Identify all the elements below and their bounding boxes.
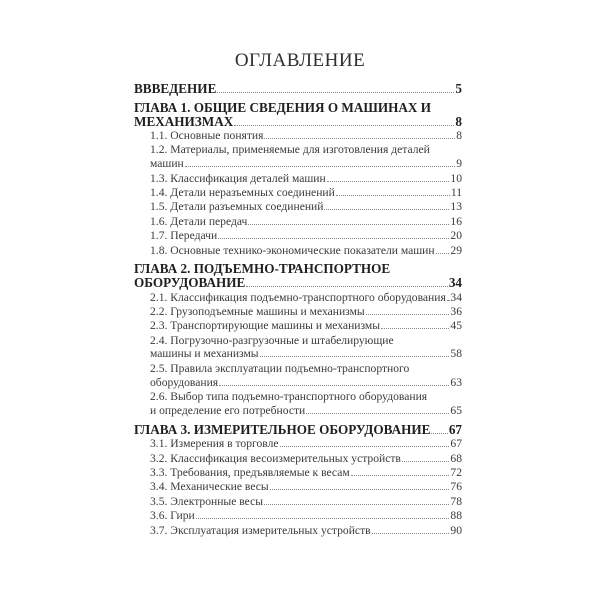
entry-row [134,115,462,129]
dot-leader [270,488,450,490]
entry-title: 3.3. Требования, предъявляемые к весам [150,466,350,480]
toc-section-entry [134,305,462,319]
entry-row [134,276,462,290]
toc-section-entry [134,291,462,305]
page-number: 45 [450,319,462,333]
toc-section-entry [134,524,462,538]
entry-title: 3.5. Электронные весы [150,494,264,508]
toc-chapter-entry [134,82,462,96]
dot-leader [260,355,450,357]
entry-title: 3.4. Механические весы [150,480,269,494]
toc-section-entry [134,244,462,258]
entry-title: 2.3. Транспортирующие машины и механизмы [150,319,381,333]
dot-leader [381,327,449,329]
toc-section-entry [134,186,462,200]
entry-row [150,524,462,538]
toc-section-entry [134,362,462,390]
dot-leader [324,208,449,210]
page-number: 63 [450,375,462,389]
entry-title: 1.4. Детали неразъемных соединений [150,186,335,200]
dot-leader [248,223,449,225]
page-number: 20 [450,229,462,243]
entry-title: 1.8. Основные технико-экономические показатели машин [150,243,435,257]
entry-title: ГЛАВА 3. ИЗМЕРИТЕЛЬНОЕ ОБОРУДОВАНИЕ [134,421,431,437]
toc-section-entry [134,437,462,451]
page-number: 9 [456,157,462,171]
entry-title: оборудования [150,375,219,389]
entry-row [150,376,462,390]
toc-section-entry [134,143,462,171]
entry-row [150,172,462,186]
page-number: 10 [450,171,462,185]
dot-leader [336,194,450,196]
entry-row [150,186,462,200]
entry-row [150,157,462,171]
page-number: 67 [448,421,462,437]
dot-leader [306,412,449,414]
page-number: 68 [450,451,462,465]
dot-leader [196,517,450,519]
entry-row [150,200,462,214]
dot-leader [436,252,450,254]
page-number: 78 [450,494,462,508]
toc-chapter-entry [134,423,462,437]
entry-title: машины и механизмы [150,347,259,361]
entry-row [150,229,462,243]
page-number: 88 [450,509,462,523]
page-number: 34 [450,290,462,304]
entry-title-line: ГЛАВА 1. ОБЩИЕ СВЕДЕНИЯ О МАШИНАХ И [134,100,431,115]
dot-leader [234,124,454,126]
entry-title-line: 2.5. Правила эксплуатации подъемно-транспортного [150,361,410,375]
page-number: 90 [450,523,462,537]
toc-title: ОГЛАВЛЕНИЕ [234,50,366,71]
page-number: 29 [450,243,462,257]
entry-title-line: 2.4. Погрузочно-разгрузочные и штабелирующие [150,333,394,347]
entry-row [134,423,462,437]
entry-title: 1.1. Основные понятия [150,129,264,143]
toc-section-entry [134,172,462,186]
entry-row [150,305,462,319]
entry-title: 3.6. Гири [150,509,195,523]
page-number: 72 [450,466,462,480]
toc-section-entry [134,390,462,418]
entry-row [150,452,462,466]
page-number: 16 [450,214,462,228]
entry-title: и определение его потребности [150,403,306,417]
entry-row [150,437,462,451]
toc-section-entry [134,129,462,143]
dot-leader [280,445,450,447]
page-number: 11 [450,186,462,200]
entry-row [150,404,462,418]
dot-leader [402,460,449,462]
entry-row [150,244,462,258]
toc-section-entry [134,334,462,362]
page-number: 76 [450,480,462,494]
toc-section-entry [134,480,462,494]
page-number: 36 [450,304,462,318]
dot-leader [246,285,447,287]
toc-section-entry [134,466,462,480]
entry-title: 1.5. Детали разъемных соединений [150,200,324,214]
page-number: 67 [450,437,462,451]
entry-title: 1.6. Детали передач [150,214,248,228]
dot-leader [218,237,449,239]
entry-title-line: 2.6. Выбор типа подъемно-транспортного оборудования [150,390,428,404]
dot-leader [351,474,450,476]
entry-row [150,480,462,494]
entry-title: 2.1. Классификация подъемно-транспортного оборудования [150,290,446,304]
dot-leader [447,299,450,301]
toc-section-entry [134,200,462,214]
dot-leader [264,503,449,505]
dot-leader [185,165,455,167]
entry-title: 3.1. Измерения в торговле [150,437,279,451]
entry-title: машин [150,157,184,171]
entry-title: 3.7. Эксплуатация измерительных устройств [150,523,371,537]
entry-title: ВВВЕДЕНИЕ [134,81,217,96]
toc-section-entry [134,509,462,523]
page-number: 58 [450,347,462,361]
toc-chapter-entry [134,262,462,290]
toc-section-entry [134,495,462,509]
entry-title: 1.7. Передачи [150,229,218,243]
page-number: 5 [455,81,462,96]
entry-title: ОБОРУДОВАНИЕ [134,274,246,290]
toc-section-entry [134,215,462,229]
page-number: 8 [456,129,462,143]
toc-section-entry [134,452,462,466]
toc-section-entry [134,229,462,243]
entry-title-line: ГЛАВА 2. ПОДЪЕМНО-ТРАНСПОРТНОЕ [134,261,391,277]
entry-row [150,129,462,143]
entry-row [150,319,462,333]
entry-title-line: 1.2. Материалы, применяемые для изготовления деталей [150,143,430,157]
page-number: 13 [450,200,462,214]
dot-leader [264,137,455,139]
entry-row [150,347,462,361]
entry-row [134,82,462,96]
table-of-contents [134,82,462,537]
dot-leader [431,432,447,434]
entry-title: 1.3. Классификация деталей машин [150,171,326,185]
page-number: 34 [448,274,462,290]
dot-leader [219,384,449,386]
entry-row [150,495,462,509]
page-number: 65 [450,403,462,417]
entry-title: 2.2. Грузоподъемные машины и механизмы [150,304,365,318]
entry-row [150,215,462,229]
page-number: 8 [455,113,462,129]
dot-leader [327,180,450,182]
entry-title: МЕХАНИЗМАХ [134,113,234,129]
toc-section-entry [134,319,462,333]
dot-leader [372,532,450,534]
entry-title: 3.2. Классификация весоизмерительных устройств [150,451,401,465]
dot-leader [366,313,450,315]
entry-row [150,291,462,305]
entry-row [150,509,462,523]
toc-chapter-entry [134,101,462,129]
entry-row [150,466,462,480]
dot-leader [217,91,454,93]
